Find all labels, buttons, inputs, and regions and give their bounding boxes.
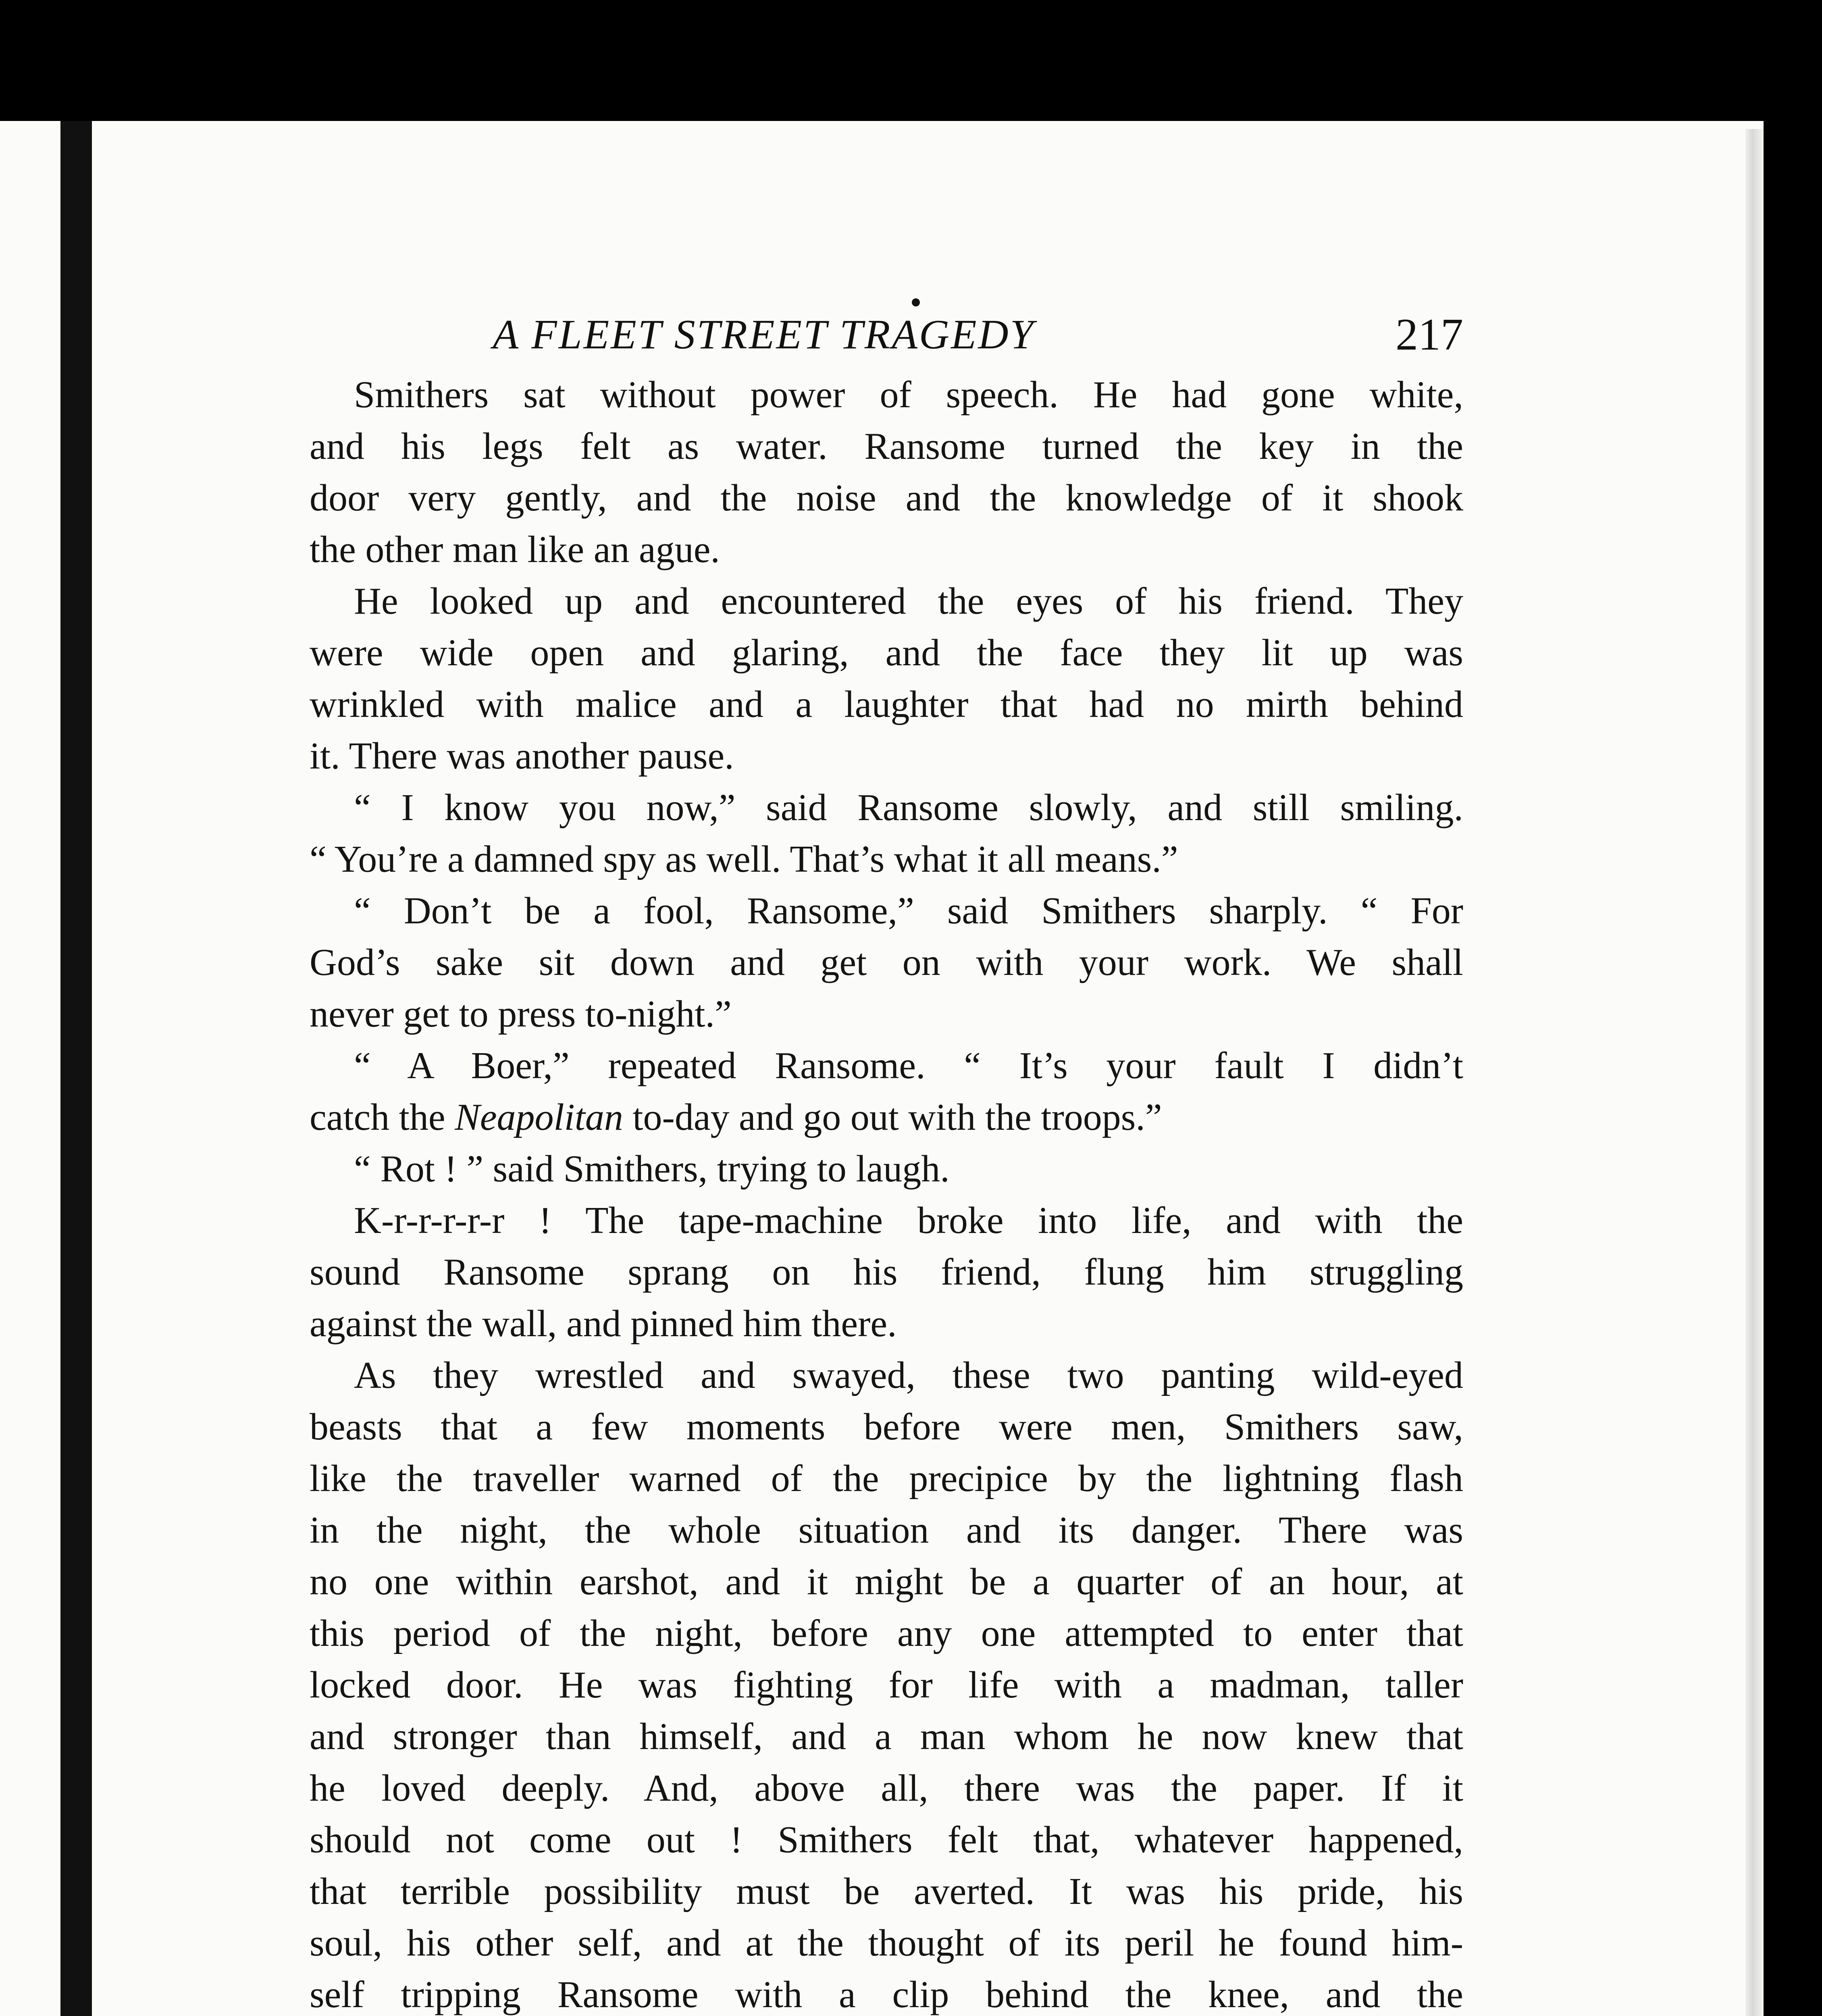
text-line: locked door. He was fighting for life with a madman, taller — [310, 1664, 1463, 1706]
page-gutter — [60, 121, 92, 2016]
text-line: no one within earshot, and it might be a quarter of an hour, at — [310, 1561, 1463, 1603]
text-line: He looked up and encountered the eyes of his friend. They — [354, 580, 1463, 622]
page-header — [306, 306, 1463, 363]
text-line: sound Ransome sprang on his friend, flung him struggling — [310, 1251, 1463, 1293]
text-line: Smithers sat without power of speech. He had gone white, — [354, 374, 1463, 416]
running-head: A FLEET STREET TRAGEDY — [493, 311, 1035, 358]
text-line: should not come out ! Smithers felt that, whatever happened, — [310, 1819, 1463, 1861]
text-line: As they wrestled and swayed, these two panting wild-eyed — [354, 1354, 1463, 1396]
text-line: God’s sake sit down and get on with your work. We shall — [310, 941, 1463, 983]
text-line: the other man like an ague. — [310, 529, 720, 571]
text-line: self tripping Ransome with a clip behind the knee, and the — [310, 1974, 1463, 2016]
text-line: and his legs felt as water. Ransome turned the key in the — [310, 425, 1463, 467]
text-line: beasts that a few moments before were men, Smithers saw, — [310, 1406, 1463, 1448]
text-line: were wide open and glaring, and the face they lit up was — [310, 632, 1463, 674]
text-line: K-r-r-r-r-r ! The tape-machine broke into life, and with the — [354, 1200, 1463, 1241]
text-line: catch the Neapolitan to-day and go out with the troops.” — [310, 1096, 1162, 1138]
text-line: soul, his other self, and at the thought of its peril he found him- — [310, 1922, 1463, 1964]
body-text — [310, 369, 1463, 2016]
text-line: “ A Boer,” repeated Ransome. “ It’s your fault I didn’t — [354, 1045, 1463, 1087]
text-line: like the traveller warned of the precipice by the lightning flash — [310, 1458, 1463, 1500]
text-line: it. There was another pause. — [310, 735, 734, 777]
facing-page-edge — [0, 121, 60, 2016]
text-line: he loved deeply. And, above all, there was the paper. If it — [310, 1767, 1463, 1809]
text-line: and stronger than himself, and a man whom he now knew that — [310, 1716, 1463, 1758]
text-line: “ Don’t be a fool, Ransome,” said Smithers sharply. “ For — [354, 890, 1463, 932]
text-line: this period of the night, before any one attempted to enter that — [310, 1612, 1463, 1654]
text-line: “ You’re a damned spy as well. That’s what it all means.” — [310, 838, 1178, 880]
printer-dot — [912, 298, 920, 306]
text-line: in the night, the whole situation and its danger. There was — [310, 1509, 1463, 1551]
text-line: “ I know you now,” said Ransome slowly, and still smiling. — [354, 787, 1463, 829]
text-line: door very gently, and the noise and the knowledge of it shook — [310, 477, 1463, 519]
text-line: that terrible possibility must be averted. It was his pride, his — [310, 1870, 1463, 1912]
text-line: never get to press to-night.” — [310, 993, 732, 1035]
ship-name: Neapolitan — [455, 1096, 623, 1138]
text-line: against the wall, and pinned him there. — [310, 1303, 897, 1345]
text-line: wrinkled with malice and a laughter that had no mirth behind — [310, 683, 1463, 725]
text-line: “ Rot ! ” said Smithers, trying to laugh. — [354, 1148, 950, 1190]
page-edge-shadow — [1745, 129, 1764, 2016]
page-number: 217 — [1396, 310, 1463, 360]
